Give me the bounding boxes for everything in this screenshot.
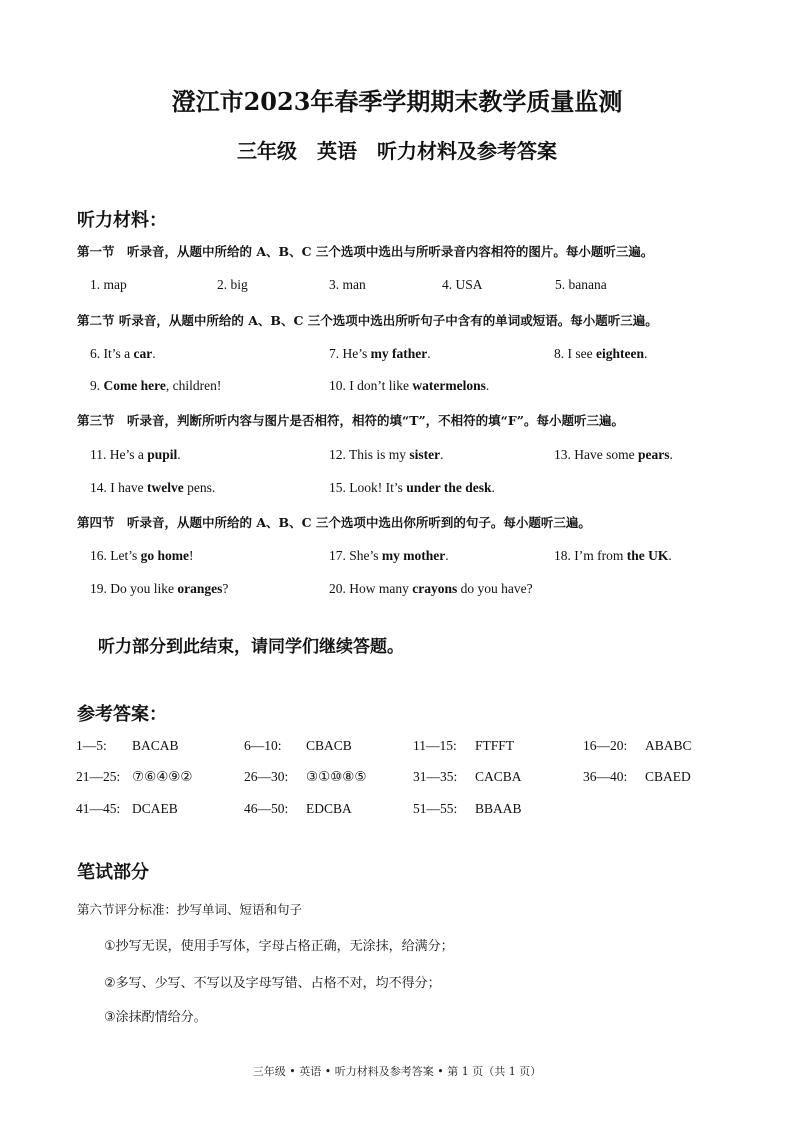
item-text: , children!: [165, 378, 222, 393]
answer-range: 26—30:: [244, 769, 289, 784]
item-text: .: [643, 346, 648, 361]
answer-value: BBAAB: [475, 801, 522, 816]
item-keyword: car: [133, 346, 153, 361]
item-text: 14. I have: [90, 480, 147, 495]
answer-range: 1—5:: [76, 738, 107, 753]
item-keyword: sister: [409, 447, 441, 462]
answers-heading: 参考答案：: [77, 704, 167, 725]
listening-end-note: 听力部分到此结束，请同学们继续答题。: [98, 637, 404, 657]
item-text: 11. He’s a: [90, 447, 148, 462]
item-text: .: [668, 548, 672, 563]
item-text: 10. I don’t like: [329, 378, 413, 393]
answer-cell: [413, 769, 522, 785]
answer-cell: [244, 801, 352, 817]
item-keyword: crayons: [412, 581, 458, 596]
listening-item: [90, 378, 221, 394]
item-text: 16. Let’s: [90, 548, 141, 563]
item-text: .: [440, 447, 444, 462]
item-text: 18. I’m from: [554, 548, 627, 563]
item-keyword: twelve: [146, 480, 184, 495]
item-text: 7. He’s: [329, 346, 371, 361]
listening-item: [90, 581, 228, 597]
item-text: 15. Look! It’s: [329, 480, 407, 495]
listening-item: [217, 277, 248, 293]
listening-item: [442, 277, 483, 293]
listening-item: [329, 277, 366, 293]
item-text: 5. banana: [555, 277, 607, 292]
section-title: 第一节 听录音，从题中所给的 A、B、C 三个选项中选出与所听录音内容相符的图片。每小题听三遍。: [77, 244, 654, 259]
item-keyword: the UK: [626, 548, 669, 563]
listening-item: [90, 346, 156, 362]
item-keyword: my father: [370, 346, 428, 361]
listening-item: [329, 378, 489, 394]
answer-value: DCAEB: [132, 801, 178, 816]
listening-item: [90, 548, 194, 564]
grading-criterion: ①抄写无误，使用手写体，字母占格正确，无涂抹，给满分；: [104, 939, 454, 954]
item-text: .: [427, 346, 431, 361]
section-title: 第三节 听录音，判断所听内容与图片是否相符，相符的填“T”，不相符的填“F”。每小题听三遍。: [77, 413, 624, 428]
listening-item: [329, 480, 495, 496]
item-text: 4. USA: [442, 277, 483, 292]
grading-criterion: ③涂抹酌情给分。: [104, 1010, 207, 1025]
grading-criterion: ②多写、少写、不写以及字母写错、占格不对，均不得分；: [104, 976, 441, 991]
answer-cell: [244, 769, 367, 785]
answer-cell: [413, 801, 522, 817]
answer-range: 36—40:: [583, 769, 628, 784]
answer-value: ABABC: [645, 738, 692, 753]
item-keyword: Come here: [103, 378, 166, 393]
item-text: .: [177, 447, 181, 462]
item-text: 2. big: [217, 277, 248, 292]
answer-range: 51—55:: [413, 801, 458, 816]
listening-item: [329, 581, 533, 597]
answer-value: EDCBA: [306, 801, 352, 816]
item-keyword: go home: [140, 548, 189, 563]
answer-range: 21—25:: [76, 769, 121, 784]
listening-item: [329, 447, 444, 463]
answer-cell: [76, 738, 179, 754]
answer-range: 31—35:: [413, 769, 458, 784]
answer-cell: [76, 769, 193, 785]
answer-range: 46—50:: [244, 801, 289, 816]
item-text: do you have?: [457, 581, 533, 596]
answer-cell: [76, 801, 178, 817]
written-heading: 笔试部分: [77, 862, 149, 883]
item-keyword: under the desk: [406, 480, 492, 495]
item-text: 1. map: [90, 277, 127, 292]
page-title: 澄江市2023年春季学期期末教学质量监测: [171, 87, 623, 116]
item-text: 19. Do you like: [90, 581, 178, 596]
item-text: 13. Have some: [554, 447, 638, 462]
page-subtitle: 三年级 英语 听力材料及参考答案: [237, 139, 557, 163]
item-text: pens.: [183, 480, 216, 495]
answer-value: CACBA: [475, 769, 522, 784]
answer-value: CBACB: [306, 738, 352, 753]
answer-cell: [244, 738, 352, 754]
item-text: 17. She’s: [329, 548, 382, 563]
listening-item: [329, 346, 431, 362]
page-footer: 三年级 • 英语 • 听力材料及参考答案 • 第 1 页（共 1 页）: [252, 1065, 542, 1078]
item-text: 12. This is my: [329, 447, 410, 462]
listening-heading: 听力材料：: [77, 210, 167, 231]
answer-cell: [583, 738, 692, 754]
answer-range: 6—10:: [244, 738, 282, 753]
answer-value: ⑦⑥④⑨②: [132, 769, 193, 784]
answer-range: 11—15:: [413, 738, 457, 753]
answer-range: 16—20:: [583, 738, 628, 753]
listening-item: [554, 548, 672, 564]
grading-rule-title: 第六节评分标准：抄写单词、短语和句子: [77, 902, 303, 917]
answer-cell: [583, 769, 691, 785]
section-title: 第二节 听录音，从题中所给的 A、B、C 三个选项中选出所听句子中含有的单词或短语。每小题听三遍。: [77, 313, 658, 328]
answer-value: ③①⑩⑧⑤: [306, 769, 367, 784]
listening-item: [90, 277, 127, 293]
listening-item: [90, 447, 181, 463]
item-keyword: pears: [637, 447, 670, 462]
answer-cell: [413, 738, 514, 754]
listening-item: [554, 346, 647, 362]
item-text: .: [445, 548, 449, 563]
listening-item: [329, 548, 449, 564]
item-text: .: [485, 378, 490, 393]
answer-value: FTFFT: [475, 738, 515, 753]
item-text: 8. I see: [554, 346, 596, 361]
item-text: .: [669, 447, 673, 462]
item-keyword: watermelons: [412, 378, 486, 393]
answer-value: BACAB: [132, 738, 179, 753]
item-text: ?: [222, 581, 229, 596]
item-text: .: [491, 480, 495, 495]
answer-value: CBAED: [645, 769, 691, 784]
item-text: 9.: [90, 378, 104, 393]
item-text: 3. man: [329, 277, 366, 292]
item-keyword: pupil: [147, 447, 178, 462]
item-keyword: eighteen: [595, 346, 644, 361]
item-text: !: [189, 548, 194, 563]
item-text: .: [152, 346, 156, 361]
listening-item: [555, 277, 607, 293]
listening-item: [554, 447, 673, 463]
item-keyword: my mother: [381, 548, 446, 563]
answer-range: 41—45:: [76, 801, 121, 816]
item-text: 6. It’s a: [90, 346, 134, 361]
listening-item: [90, 480, 215, 496]
section-title: 第四节 听录音，从题中所给的 A、B、C 三个选项中选出你所听到的句子。每小题听三遍。: [77, 515, 591, 530]
item-text: 20. How many: [329, 581, 413, 596]
item-keyword: oranges: [177, 581, 223, 596]
